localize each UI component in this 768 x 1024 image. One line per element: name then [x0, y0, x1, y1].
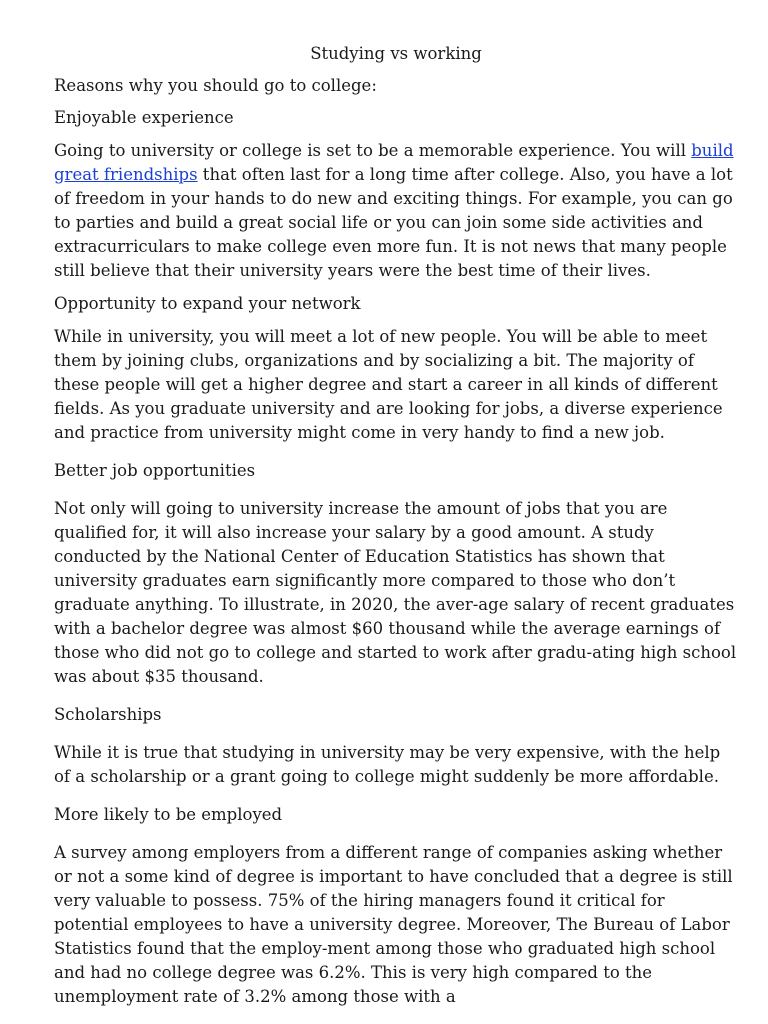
- section-body-scholarships: While it is true that studying in university may be very expensive, with the help of a scholarship or a grant going to college might suddenly be more affordable.: [54, 743, 721, 786]
- section-body-better-job-opportunities: Not only will going to university increase the amount of jobs that you are qualified for, it will also increase your salary by a good amount. A study conducted by the National Center of Education Statistics has shown that university graduates earn significantly more compared to those who don’t graduate anything. To illustrate, in 2020, the aver-age salary of recent graduates with a bachelor degree was almost $60 thousand while the average earnings of those who did not go to college and started to work after gradu-ating high school was about $35 thousand.: [54, 499, 737, 686]
- section-body-expand-network: While in university, you will meet a lot of new people. You will be able to meet them by joining clubs, organizations and by socializing a bit. The majority of these people will get a higher degree and start a career in all kinds of different fields. As you graduate university and are looking for jobs, a diverse experience and practice from university might come in very handy to find a new job.: [54, 327, 723, 442]
- build-great-friendships-link[interactable]: build great friendships: [54, 141, 734, 184]
- body-text-after-link: that often last for a long time after college. Also, you have a lot of freedom in your hands to do new and exciting things. For example, you can go to parties and build a great social life or you can join some side activities and extracurriculars to make college even more fun. It is not news that many people still believe that their university years were the best time of their lives.: [54, 165, 733, 280]
- body-text-before-link: Going to university or college is set to be a memorable experience. You will: [54, 141, 692, 160]
- section-body-enjoyable-experience: [54, 139, 738, 283]
- section-body-more-likely-employed: A survey among employers from a different range of companies asking whether or not a some kind of degree is important to have concluded that a degree is still very valuable to possess. 75% of the hiring managers found it critical for potential employees to have a university degree. Moreover, The Bureau of Labor Statistics found that the employ-ment among those who graduated high school and had no college degree was 6.2%. This is very high compared to the unemployment rate of 3.2% among those with a: [54, 843, 733, 1006]
- section-heading-expand-network: Opportunity to expand your network: [54, 294, 361, 313]
- section-heading-more-likely-employed: More likely to be employed: [54, 805, 283, 824]
- section-heading-scholarships: Scholarships: [54, 705, 162, 724]
- section-heading-enjoyable-experience: Enjoyable experience: [54, 108, 234, 127]
- intro-text: Reasons why you should go to college:: [54, 76, 377, 95]
- section-heading-better-job-opportunities: Better job opportunities: [54, 461, 256, 480]
- document-title: Studying vs working: [310, 44, 482, 63]
